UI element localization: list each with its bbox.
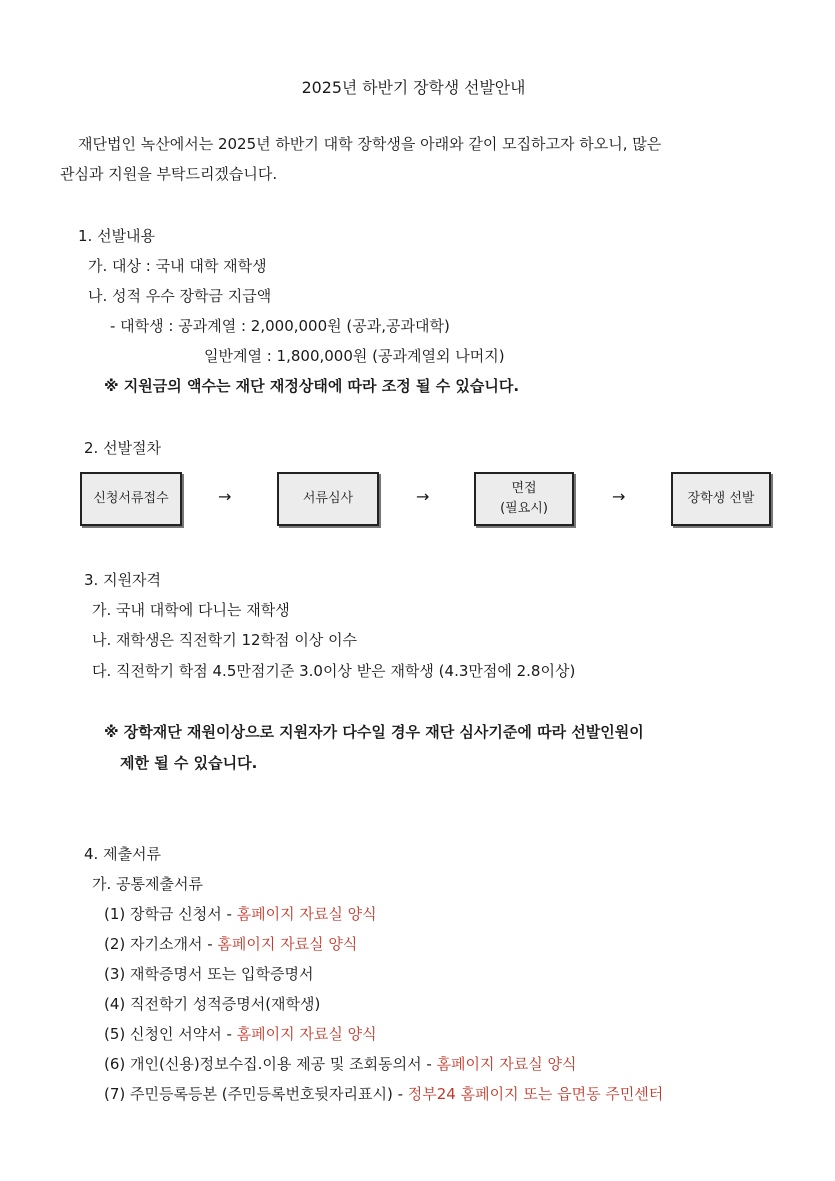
process-step-interview bbox=[474, 472, 574, 526]
section-3-item-c: 다. 직전학기 학점 4.5만점기준 3.0이상 받은 재학생 (4.3만점에 2.8이상) bbox=[92, 662, 576, 680]
section-3-item-b: 나. 재학생은 직전학기 12학점 이상 이수 bbox=[92, 631, 358, 649]
section-3-note-line-1: ※ 장학재단 재원이상으로 지원자가 다수일 경우 재단 심사기준에 따라 선발인원이 bbox=[104, 723, 644, 741]
section-1-note: ※ 지원금의 액수는 재단 재정상태에 따라 조정 될 수 있습니다. bbox=[104, 377, 520, 395]
document-item bbox=[104, 964, 313, 984]
section-1-general: 일반계열 : 1,800,000원 (공과계열외 나머지) bbox=[204, 347, 505, 365]
section-3-heading: 3. 지원자격 bbox=[84, 571, 162, 589]
document-item-text: (5) 신청인 서약서 - bbox=[104, 1025, 237, 1043]
document-item bbox=[104, 994, 320, 1014]
process-step-document-review bbox=[277, 472, 379, 526]
document-item-text: (2) 자기소개서 - bbox=[104, 935, 218, 953]
process-step-label: 면접 bbox=[511, 481, 537, 496]
process-step-label: 신청서류접수 bbox=[93, 491, 169, 506]
section-1-heading: 1. 선발내용 bbox=[78, 227, 156, 245]
page-title: 2025년 하반기 장학생 선발안내 bbox=[301, 78, 526, 97]
document-item-text: (6) 개인(신용)정보수집.이용 제공 및 조회동의서 - bbox=[104, 1055, 437, 1073]
intro-line-1: 재단법인 녹산에서는 2025년 하반기 대학 장학생을 아래와 같이 모집하고자 하오니, 많은 bbox=[78, 135, 662, 153]
section-3-item-a: 가. 국내 대학에 다니는 재학생 bbox=[92, 601, 290, 619]
document-item-source: 정부24 홈페이지 또는 읍면동 주민센터 bbox=[407, 1085, 664, 1103]
section-1-amount-heading: 나. 성적 우수 장학금 지급액 bbox=[88, 287, 272, 305]
section-4-heading: 4. 제출서류 bbox=[84, 845, 162, 863]
arrow-icon: → bbox=[416, 487, 430, 506]
arrow-icon: → bbox=[218, 487, 232, 506]
section-1-target: 가. 대상 : 국내 대학 재학생 bbox=[88, 257, 267, 275]
document-item-text: (4) 직전학기 성적증명서(재학생) bbox=[104, 995, 321, 1013]
intro-line-2: 관심과 지원을 부탁드리겠습니다. bbox=[60, 165, 278, 183]
document-item-text: (7) 주민등록등본 (주민등록번호뒷자리표시) - bbox=[104, 1085, 408, 1103]
process-step-label: 장학생 선발 bbox=[687, 491, 755, 506]
document-item-source: 홈페이지 자료실 양식 bbox=[236, 1025, 377, 1043]
document-item bbox=[104, 1084, 663, 1104]
section-2-heading: 2. 선발절차 bbox=[84, 439, 162, 457]
document-item-source: 홈페이지 자료실 양식 bbox=[217, 935, 358, 953]
arrow-icon: → bbox=[612, 487, 626, 506]
process-step-label: 서류심사 bbox=[302, 491, 354, 506]
document-item-source: 홈페이지 자료실 양식 bbox=[236, 905, 377, 923]
document-item bbox=[104, 1024, 377, 1044]
document-item bbox=[104, 1054, 577, 1074]
process-step-sublabel: (필요시) bbox=[500, 501, 548, 516]
document-item-text: (3) 재학증명서 또는 입학증명서 bbox=[104, 965, 314, 983]
section-4-subheading: 가. 공통제출서류 bbox=[92, 875, 203, 893]
process-step-selection bbox=[671, 472, 771, 526]
document-item-source: 홈페이지 자료실 양식 bbox=[436, 1055, 577, 1073]
process-step-application bbox=[80, 472, 182, 526]
section-1-engineering: - 대학생 : 공과계열 : 2,000,000원 (공과,공과대학) bbox=[110, 317, 450, 335]
document-item-text: (1) 장학금 신청서 - bbox=[104, 905, 237, 923]
section-3-note-line-2: 제한 될 수 있습니다. bbox=[120, 754, 258, 772]
document-item bbox=[104, 904, 377, 924]
document-item bbox=[104, 934, 357, 954]
